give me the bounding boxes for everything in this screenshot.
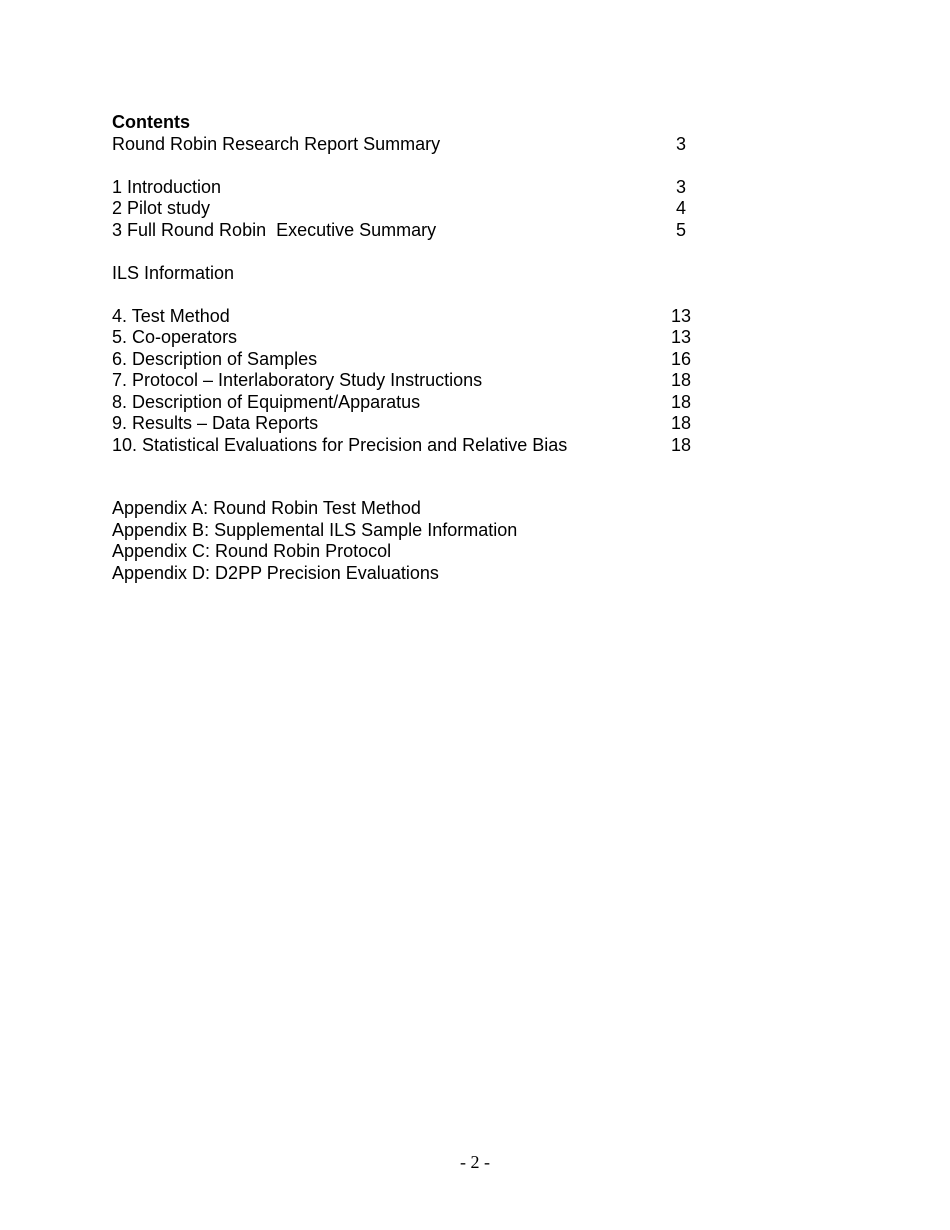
toc-entry-pilot-study: [112, 198, 712, 220]
toc-entry-co-operators: [112, 327, 712, 349]
toc-entry-label: 7. Protocol – Interlaboratory Study Instructions: [112, 370, 483, 390]
toc-entry-label: 6. Description of Samples: [112, 348, 318, 369]
toc-entry-page: 5: [675, 219, 686, 240]
toc-entry-page: 18: [670, 370, 692, 390]
toc-entry-page: 18: [670, 391, 692, 412]
toc-entry-label: 3 Full Round Robin Executive Summary: [112, 219, 437, 240]
toc-entry-label: 9. Results – Data Reports: [112, 413, 319, 433]
toc-entry-page: 3: [675, 176, 686, 197]
contents-heading: Contents: [112, 112, 190, 132]
toc-entry-description-of-samples: [112, 349, 712, 371]
toc-entry-label: Round Robin Research Report Summary: [112, 133, 441, 154]
toc-entry-label: 8. Description of Equipment/Apparatus: [112, 391, 421, 412]
appendix-b: Appendix B: Supplemental ILS Sample Information: [112, 519, 518, 540]
toc-entry-statistical-evaluations: [112, 435, 712, 457]
toc-entry-page: 16: [670, 348, 692, 369]
ils-information-heading: ILS Information: [112, 262, 235, 283]
toc-entry-label: 1 Introduction: [112, 176, 222, 197]
appendix-c: Appendix C: Round Robin Protocol: [112, 541, 392, 561]
toc-entry-test-method: [112, 306, 712, 328]
toc-entry-page: 13: [670, 327, 692, 347]
toc-entry-label: 10. Statistical Evaluations for Precision and Relative Bias: [112, 434, 568, 455]
toc-entry-introduction: [112, 177, 712, 199]
toc-entry-label: 2 Pilot study: [112, 198, 211, 218]
toc-entry-label: 4. Test Method: [112, 305, 230, 326]
toc-entry-results: [112, 413, 712, 435]
appendix-a: Appendix A: Round Robin Test Method: [112, 498, 421, 518]
toc-entry-page: 4: [675, 198, 686, 218]
toc-entry-summary: [112, 134, 712, 156]
toc-entry-equipment: [112, 392, 712, 414]
toc-entry-label: 5. Co-operators: [112, 327, 238, 347]
toc-entry-executive-summary: [112, 220, 712, 242]
toc-entry-page: 3: [675, 133, 686, 154]
page-number: - 2 -: [460, 1152, 490, 1172]
toc-entry-protocol: [112, 370, 712, 392]
appendix-d: Appendix D: D2PP Precision Evaluations: [112, 562, 439, 583]
toc-entry-page: 18: [670, 413, 692, 433]
toc-entry-page: 13: [670, 305, 692, 326]
table-of-contents: [112, 112, 712, 584]
toc-entry-page: 18: [670, 434, 692, 455]
